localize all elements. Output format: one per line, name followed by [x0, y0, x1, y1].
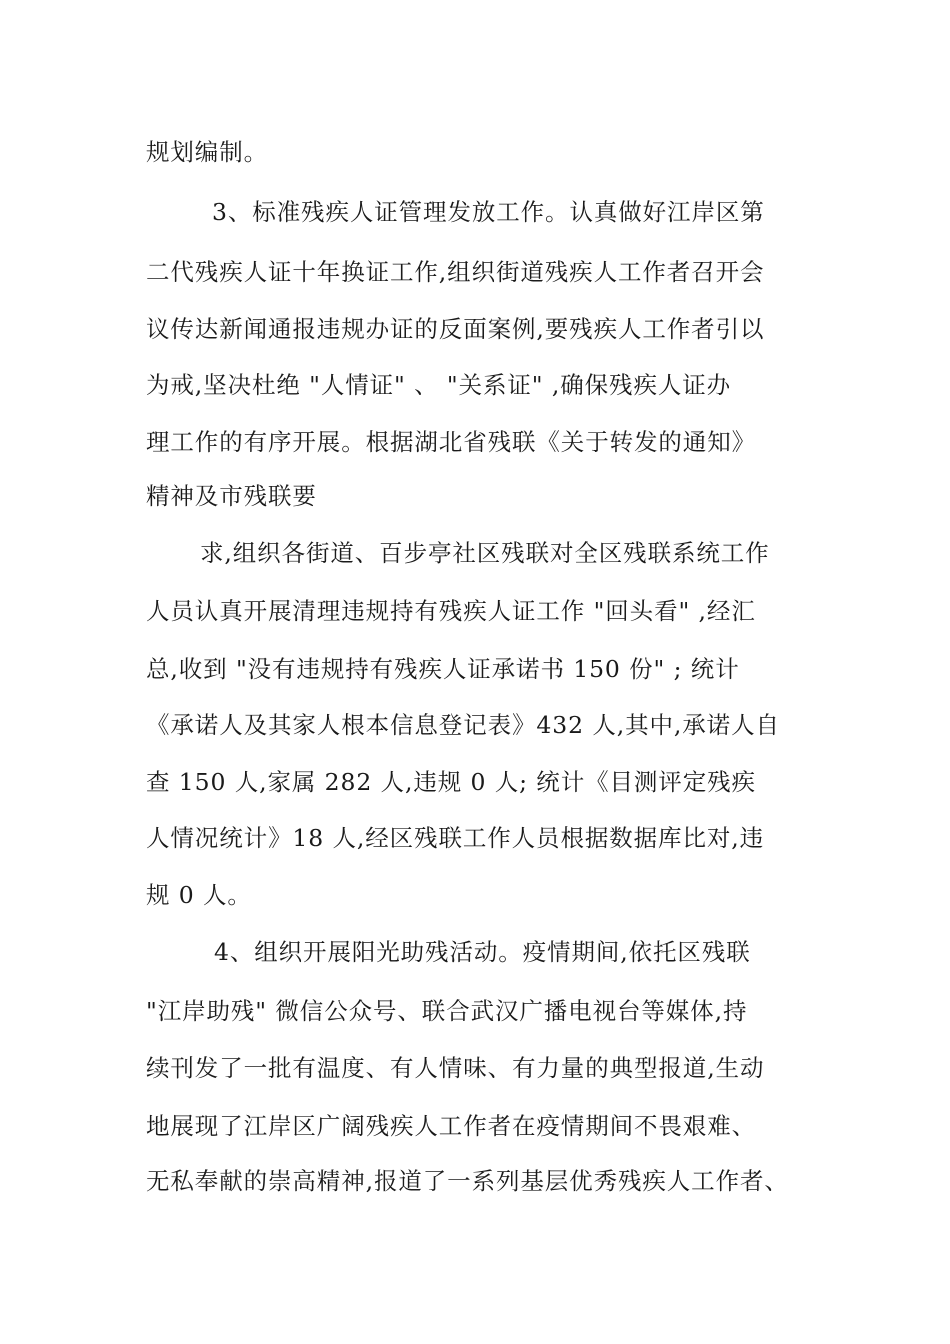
text-line: 精神及市残联要 [146, 482, 317, 510]
text-line: 4、组织开展阳光助残活动。疫情期间,依托区残联 [214, 938, 751, 966]
text-line: 议传达新闻通报违规办证的反面案例,要残疾人工作者引以 [146, 315, 765, 343]
text-line: 求,组织各街道、百步亭社区残联对全区残联系统工作 [200, 539, 770, 567]
text-line: 规划编制。 [146, 138, 268, 166]
text-line: 人员认真开展清理违规持有残疾人证工作 "回头看" ,经汇 [146, 597, 756, 625]
text-line: "江岸助残" 微信公众号、联合武汉广播电视台等媒体,持 [146, 997, 748, 1025]
text-line: 地展现了江岸区广阔残疾人工作者在疫情期间不畏艰难、 [146, 1112, 756, 1140]
text-line: 3、标准残疾人证管理发放工作。认真做好江岸区第 [212, 198, 765, 226]
text-line: 规 0 人。 [146, 881, 252, 909]
text-line: 无私奉献的崇高精神,报道了一系列基层优秀残疾人工作者、 [146, 1167, 789, 1195]
text-line: 查 150 人,家属 282 人,违规 0 人; 统计《目测评定残疾 [146, 768, 756, 796]
text-line: 《承诺人及其家人根本信息登记表》432 人,其中,承诺人自 [146, 711, 780, 739]
text-line: 理工作的有序开展。根据湖北省残联《关于转发的通知》 [146, 428, 756, 456]
text-line: 续刊发了一批有温度、有人情味、有力量的典型报道,生动 [146, 1054, 765, 1082]
text-line: 人情况统计》18 人,经区残联工作人员根据数据库比对,违 [146, 824, 765, 852]
text-line: 为戒,坚决杜绝 "人情证" 、 "关系证" ,确保残疾人证办 [146, 371, 732, 399]
text-line: 总,收到 "没有违规持有残疾人证承诺书 150 份" ; 统计 [146, 655, 740, 683]
text-line: 二代残疾人证十年换证工作,组织街道残疾人工作者召开会 [146, 258, 765, 286]
